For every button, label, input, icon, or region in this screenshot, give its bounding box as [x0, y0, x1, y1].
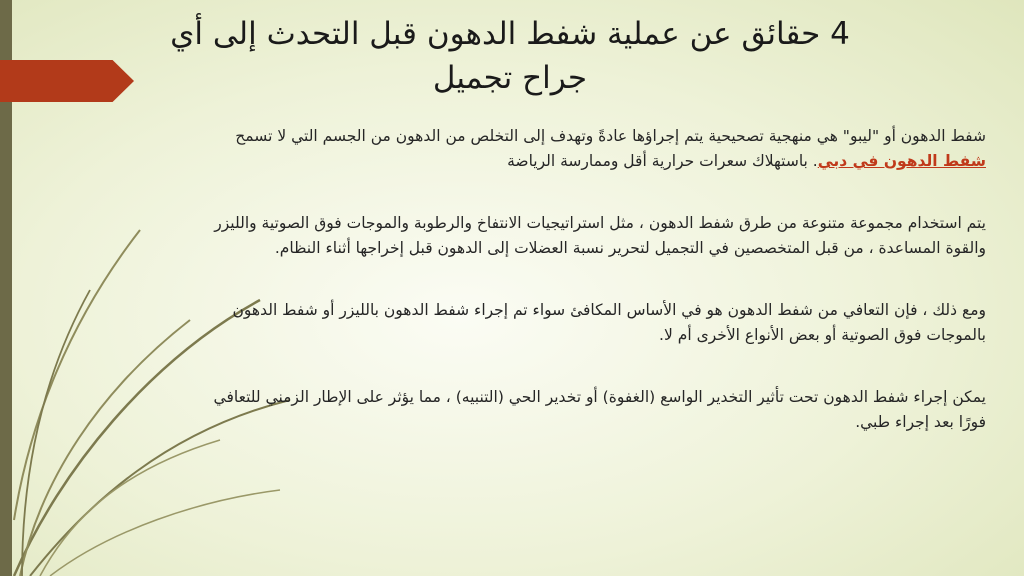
paragraph-3-line-2: بالموجات فوق الصوتية أو بعض الأنواع الأخرى أم لا.: [659, 326, 986, 344]
paragraph-1-line-2: [30, 149, 986, 174]
paragraph-4: [30, 385, 986, 435]
paragraph-4-line-1: يمكن إجراء شفط الدهون تحت تأثير التخدير الواسع (الغفوة) أو تخدير الحي (التنبيه) ، مما يؤثر على الإطار الزمني للتعافي: [213, 388, 986, 406]
paragraph-2-line-1: يتم استخدام مجموعة متنوعة من طرق شفط الدهون ، مثل استراتيجيات الانتفاخ والرطوبة والموجات فوق الصوتية والليزر: [214, 214, 986, 232]
paragraph-1-line-2-text: . باستهلاك سعرات حرارية أقل وممارسة الرياضة: [507, 152, 818, 170]
title-arrow-decoration: [0, 60, 134, 102]
paragraph-2-line-2: والقوة المساعدة ، من قبل المتخصصين في التجميل لتحرير نسبة العضلات إلى الدهون قبل إخراجها أثناء النظام.: [274, 239, 986, 257]
paragraph-3: [30, 298, 986, 348]
paragraph-2: [30, 211, 986, 261]
slide-title: [120, 12, 900, 100]
paragraph-1-line-1: شفط الدهون أو "ليبو" هي منهجية تصحيحية يتم إجراؤها عادةً وتهدف إلى التخلص من الدهون من الجسم التي لا تسمح: [235, 127, 986, 145]
paragraph-4-line-2: فورًا بعد إجراء طبي.: [855, 413, 986, 431]
paragraph-1: [30, 124, 986, 174]
liposuction-dubai-link[interactable]: شفط الدهون في دبي: [817, 152, 986, 170]
title-line-2: جراح تجميل: [432, 60, 588, 96]
paragraph-3-line-1: ومع ذلك ، فإن التعافي من شفط الدهون هو في الأساس المكافئ سواء تم إجراء شفط الدهون بالليزر أو شفط الدهون: [232, 301, 986, 319]
title-line-1: 4 حقائق عن عملية شفط الدهون قبل التحدث إلى أي: [170, 16, 850, 52]
slide-body: [30, 124, 986, 472]
